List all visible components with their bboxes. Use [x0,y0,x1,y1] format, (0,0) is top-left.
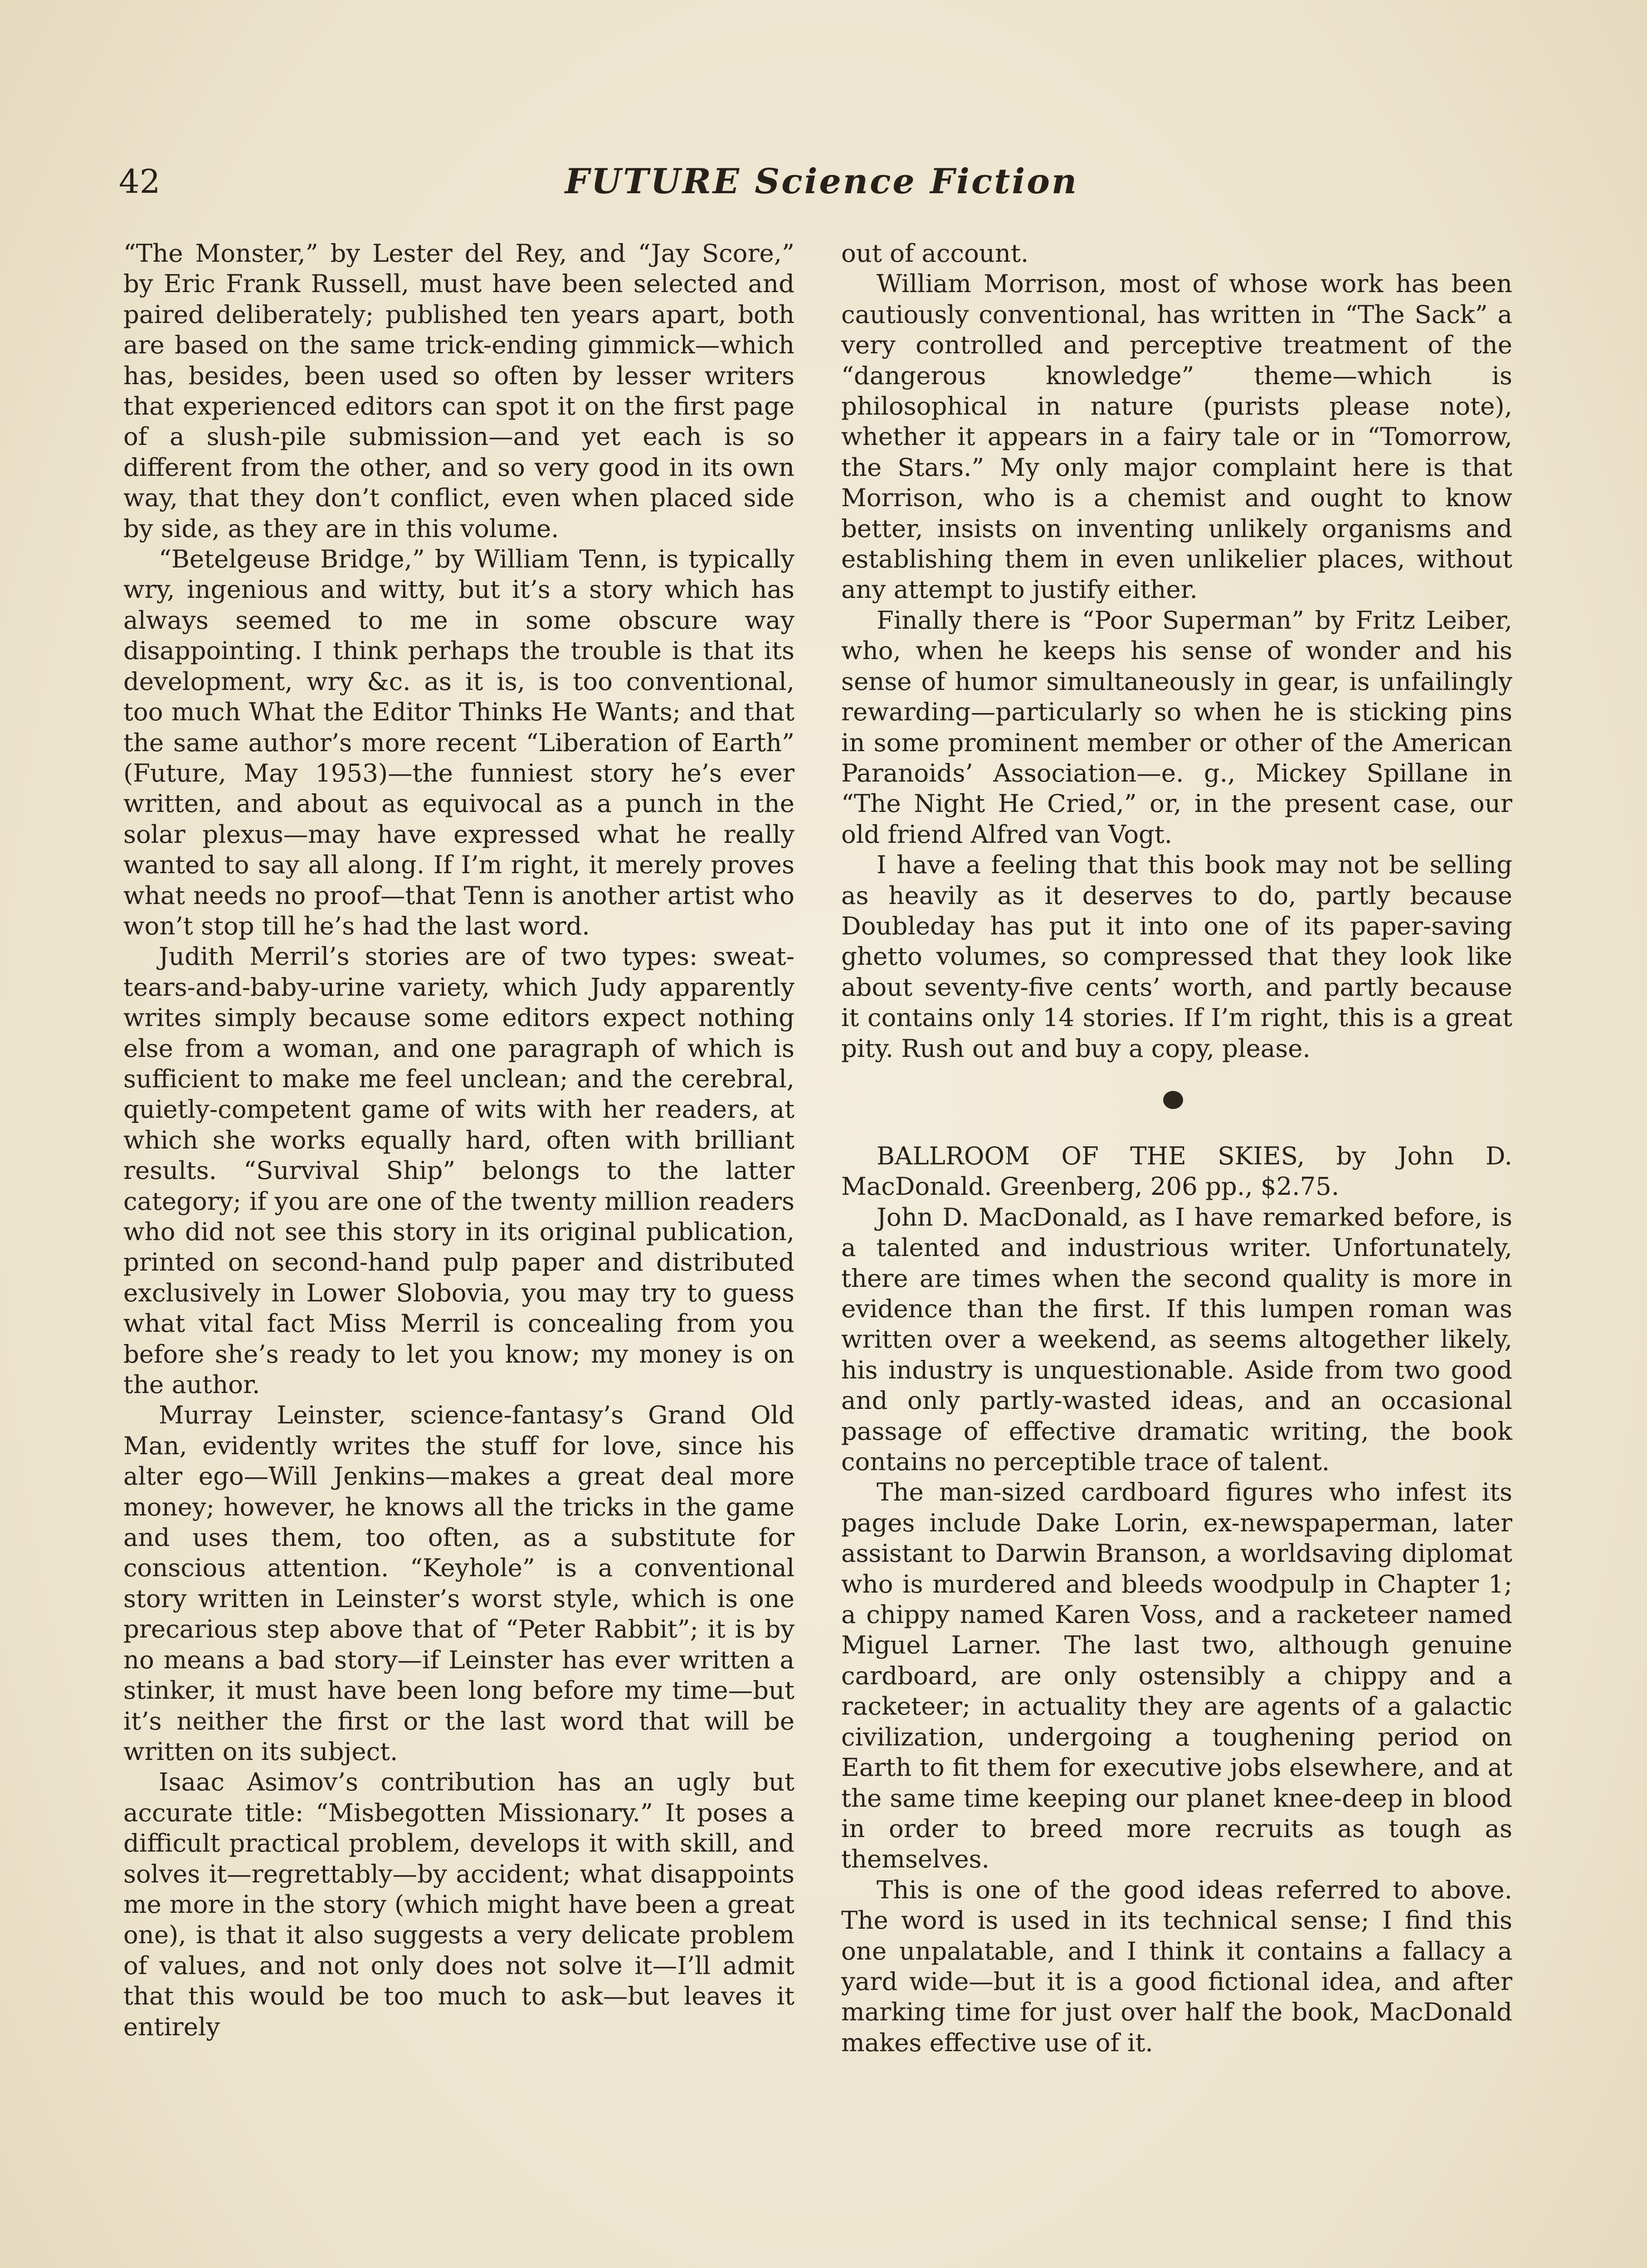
paragraph: “The Monster,” by Lester del Rey, and “Jay Score,” by Eric Frank Russell, must have been selected and paired deliberately; published ten years apart, both are based on the same trick-ending gimmick—which has, besides, been used so often by lesser writers that experienced editors can spot it on the first page of a slush-pile submission—and yet each is so different from the other, and so very good in its own way, that they don’t conflict, even when placed side by side, as they are in this volume. [123,239,794,543]
paragraph: Murray Leinster, science-fantasy’s Grand Old Man, evidently writes the stuff for love, since his alter ego—Will Jenkins—makes a great deal more money; however, he knows all the tricks in the game and uses them, too often, as a substitute for conscious attention. “Keyhole” is a conventional story written in Leinster’s worst style, which is one precarious step above that of “Peter Rabbit”; it is by no means a bad story—if Leinster has ever written a stinker, it must have been long before my time—but it’s neither the first or the last word that will be written on its subject. [123,1400,794,1766]
paragraph: “Betelgeuse Bridge,” by William Tenn, is typically wry, ingenious and witty, but it’s a story which has always seemed to me in some obscure way disappointing. I think perhaps the trouble is that its development, wry &c. as it is, is too conventional, too much What the Editor Thinks He Wants; and that the same author’s more recent “Liberation of Earth” (Future, May 1953)—the funniest story he’s ever written, and about as equivocal as a punch in the solar plexus—may have expressed what he really wanted to say all along. If I’m right, it merely proves what needs no proof—that Tenn is another artist who won’t stop till he’s had the last word. [123,544,794,940]
page-number: 42 [119,162,161,200]
paragraph: John D. MacDonald, as I have remarked before, is a talented and industrious writer. Unfortunately, there are times when the second quality is more in evidence than the first. If this lumpen roman was written over a weekend, as seems altogether likely, his industry is unquestionable. Aside from two good and only partly-wasted ideas, and an occasional passage of effective dramatic writing, the book contains no perceptible trace of talent. [841,1202,1512,1476]
paragraph: This is one of the good ideas referred to above. The word is used in its technical sense; I find this one unpalatable, and I think it contains a fallacy a yard wide—but it is a good fictional idea, and after marking time for just over half the book, MacDonald makes effective use of it. [841,1875,1512,2057]
running-title: FUTURE Science Fiction [565,161,1079,201]
section-divider [841,1064,1512,1141]
paragraph: William Morrison, most of whose work has been cautiously conventional, has written in “The Sack” a very controlled and perceptive treatment of the “dangerous knowledge” theme—which is philosophical in nature (purists please note), whether it appears in a fairy tale or in “Tomorrow, the Stars.” My only major complaint here is that Morrison, who is a chemist and ought to know better, insists on inventing unlikely organisms and establishing them in even unlikelier places, without any attempt to justify either. [841,269,1512,604]
bullet-ornament-icon [1163,1091,1183,1109]
paragraph: Isaac Asimov’s contribution has an ugly but accurate title: “Misbegotten Missionary.” It poses a difficult practical problem, develops it with skill, and solves it—regrettably—by accident; what disappoints me more in the story (which might have been a great one), is that it also suggests a very delicate problem of values, and not only does not solve it—I’ll admit that this would be too much to ask—but leaves it entirely [123,1767,794,2041]
page-header [119,156,1525,211]
paragraph: I have a feeling that this book may not be selling as heavily as it deserves to do, partly because Doubleday has put it into one of its paper-saving ghetto volumes, so compressed that they look like about seventy-five cents’ worth, and partly because it contains only 14 stories. If I’m right, this is a great pity. Rush out and buy a copy, please. [841,850,1512,1063]
paragraph: out of account. [841,239,1029,268]
paragraph: Judith Merril’s stories are of two types: sweat-tears-and-baby-urine variety, which Judy apparently writes simply because some editors expect nothing else from a woman, and one paragraph of which is sufficient to make me feel unclean; and the cerebral, quietly-competent game of wits with her readers, at which she works equally hard, often with brilliant results. “Survival Ship” belongs to the latter category; if you are one of the twenty million readers who did not see this story in its original publication, printed on second-hand pulp paper and distributed exclusively in Lower Slobovia, you may try to guess what vital fact Miss Merril is concealing from you before she’s ready to let you know; my money is on the author. [123,942,794,1399]
right-column [841,238,1512,2058]
left-column [123,238,794,2042]
paragraph: The man-sized cardboard figures who infest its pages include Dake Lorin, ex-newspaperman, later assistant to Darwin Branson, a worldsaving diplomat who is murdered and bleeds woodpulp in Chapter 1; a chippy named Karen Voss, and a racketeer named Miguel Larner. The last two, although genuine cardboard, are only ostensibly a chippy and a racketeer; in actuality they are agents of a galactic civilization, undergoing a toughening period on Earth to fit them for executive jobs elsewhere, and at the same time keeping our planet knee-deep in blood in order to breed more recruits as tough as themselves. [841,1477,1512,1874]
paragraph: Finally there is “Poor Superman” by Fritz Leiber, who, when he keeps his sense of wonder and his sense of humor simultaneously in gear, is unfailingly rewarding—particularly so when he is sticking pins in some prominent member or other of the American Paranoids’ Association—e. g., Mickey Spillane in “The Night He Cried,” or, in the present case, our old friend Alfred van Vogt. [841,605,1512,849]
review-heading: BALLROOM OF THE SKIES, by John D. MacDonald. Greenberg, 206 pp., $2.75. [841,1141,1512,1201]
